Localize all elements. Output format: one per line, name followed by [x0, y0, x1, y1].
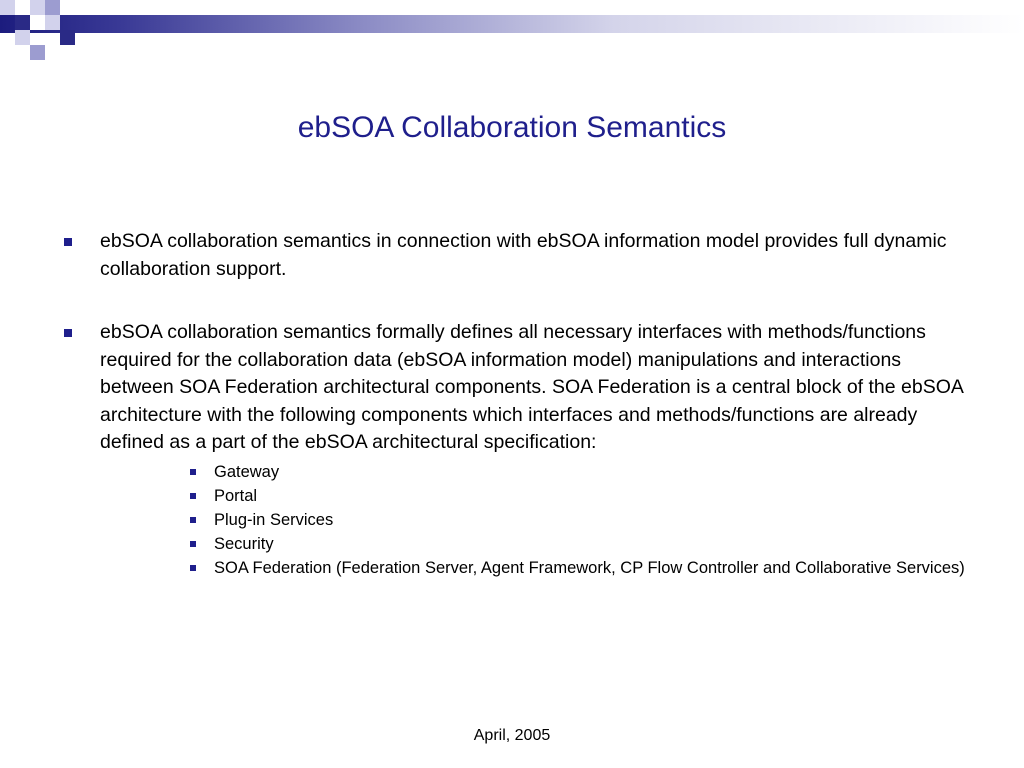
sub-bullet-text: Security	[214, 534, 274, 553]
sub-bullet-item	[190, 463, 980, 482]
sub-bullet-list	[190, 463, 980, 578]
sub-bullet-item	[190, 559, 980, 578]
header-square-decoration	[15, 30, 30, 45]
header-square-decoration	[0, 0, 15, 15]
sub-bullet-item	[190, 535, 980, 554]
footer-date: April, 2005	[473, 727, 551, 744]
bullet-text: ebSOA collaboration semantics formally defines all necessary interfaces with methods/functions required for the collaboration data (ebSOA information model) manipulations and interactions between SOA Federation architectural components. SOA Federation is a central block of the ebSOA architecture with the following components which interfaces and methods/functions are already defined as a part of the ebSOA architectural specification:	[100, 321, 963, 453]
header-square-decoration	[60, 30, 75, 45]
bullet-list	[60, 228, 980, 613]
sub-bullet-item	[190, 487, 980, 506]
square-bullet-icon	[190, 541, 196, 547]
header-square-decoration	[45, 0, 60, 15]
header-square-decoration	[15, 15, 30, 30]
square-bullet-icon	[190, 517, 196, 523]
bullet-text: ebSOA collaboration semantics in connection with ebSOA information model provides full dynamic collaboration support.	[100, 230, 947, 280]
header-gradient-bar	[0, 15, 1024, 33]
header-square-decoration	[45, 15, 60, 30]
sub-bullet-text: Portal	[214, 486, 258, 505]
square-bullet-icon	[64, 329, 72, 337]
bullet-item	[60, 228, 980, 283]
square-bullet-icon	[190, 493, 196, 499]
sub-bullet-text: Gateway	[214, 462, 280, 481]
square-bullet-icon	[190, 469, 196, 475]
header-square-decoration	[30, 45, 45, 60]
sub-bullet-text: Plug-in Services	[214, 510, 334, 529]
bullet-item	[60, 319, 980, 577]
square-bullet-icon	[190, 565, 196, 571]
header-square-decoration	[30, 0, 45, 15]
sub-bullet-item	[190, 511, 980, 530]
slide-title: ebSOA Collaboration Semantics	[297, 111, 727, 144]
header-square-decoration	[30, 15, 45, 30]
square-bullet-icon	[64, 238, 72, 246]
sub-bullet-text: SOA Federation (Federation Server, Agent Framework, CP Flow Controller and Collaborative Services)	[214, 558, 965, 577]
